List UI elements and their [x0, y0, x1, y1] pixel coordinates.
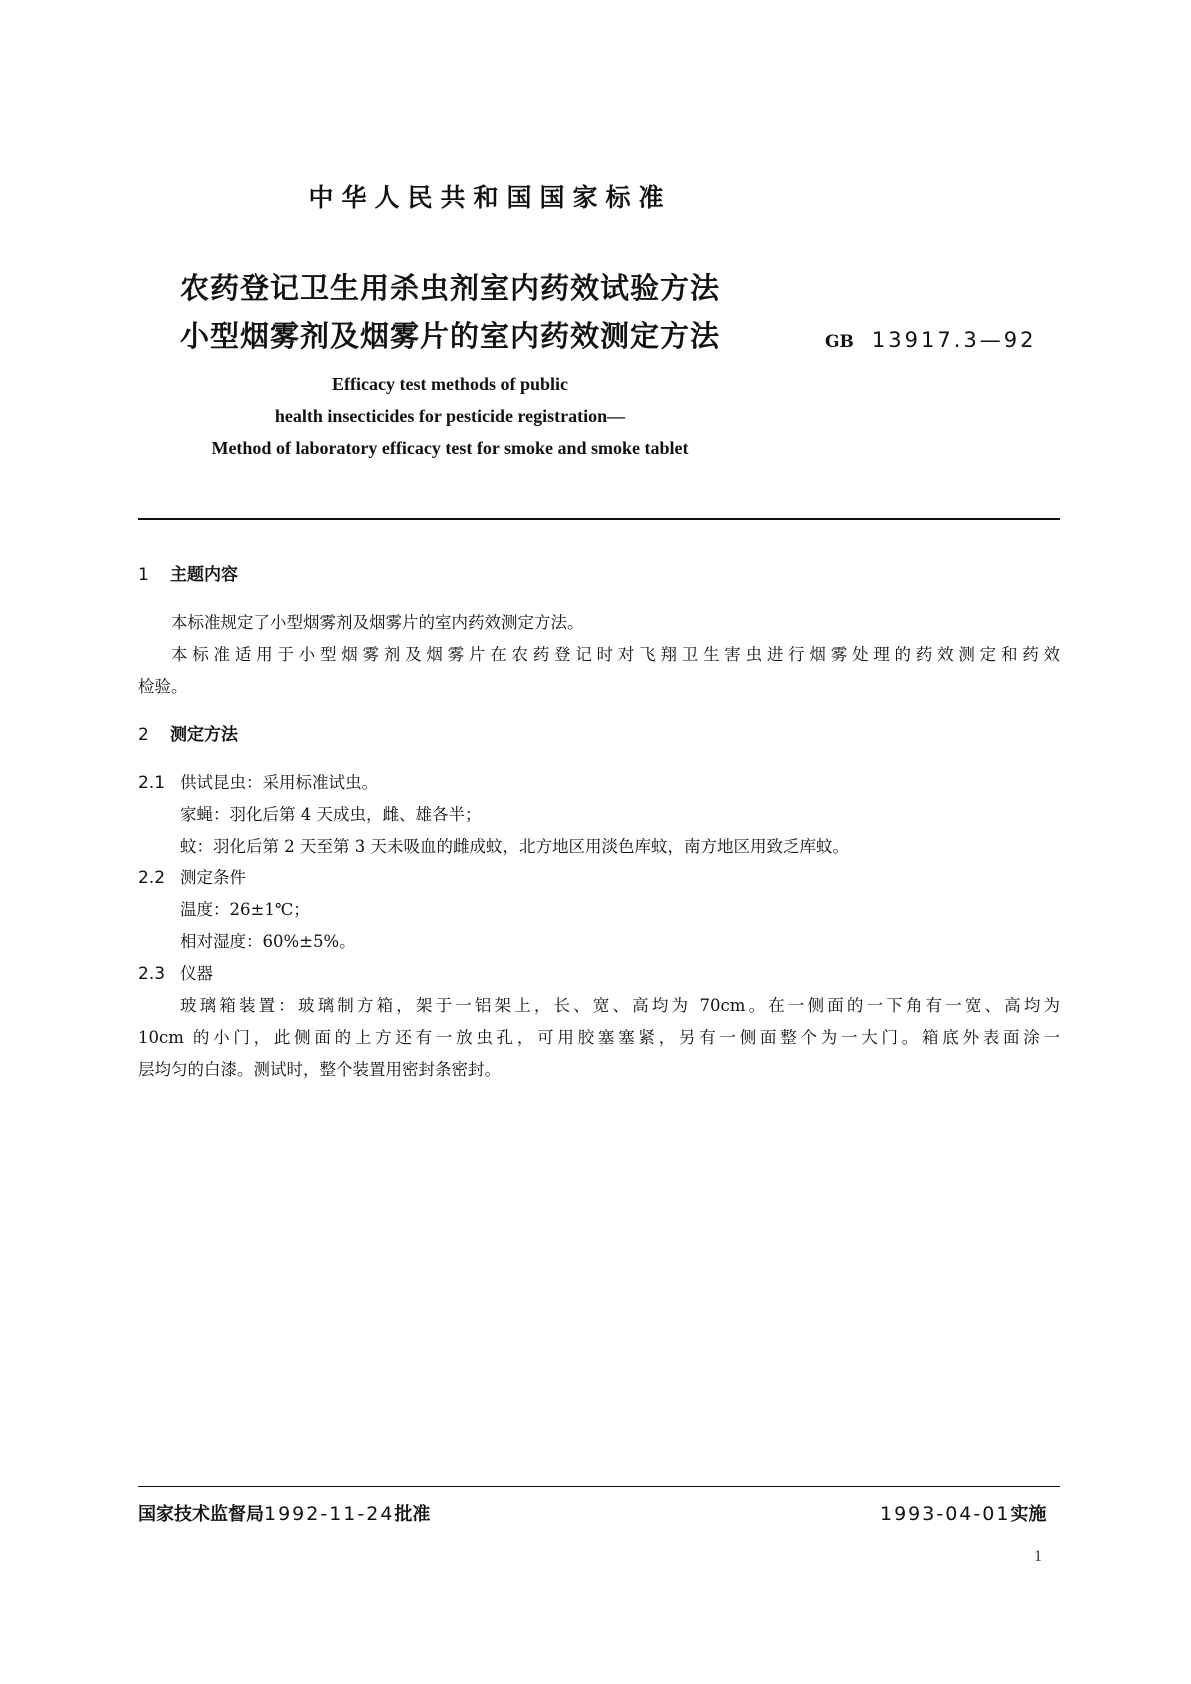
section-1-paragraph-3: 检验。 — [138, 677, 188, 696]
subsection-2-2-line-2: 相对湿度：60%±5%。 — [180, 932, 356, 951]
approval-date: 1992-11-24 — [264, 1503, 395, 1525]
approval-info — [138, 1500, 430, 1526]
subsection-2-2-number: 2.2 — [138, 868, 166, 888]
subsection-2-1-number: 2.1 — [138, 773, 166, 793]
page-number: 1 — [1034, 1548, 1042, 1565]
subsection-2-3-heading — [138, 960, 213, 984]
subsection-2-1-line-1: 家蝇：羽化后第 4 天成虫，雌、雄各半； — [180, 805, 482, 824]
subsection-2-3-line-2: 10cm 的小门，此侧面的上方还有一放虫孔，可用胶塞塞紧，另有一侧面整个为一大门。箱底外表面涂一 — [138, 1028, 1060, 1047]
standard-prefix: GB — [825, 332, 854, 352]
english-title-line-1: Efficacy test methods of public — [332, 374, 568, 394]
english-title-line-2: health insecticides for pesticide registration— — [274, 406, 626, 426]
effective-info — [880, 1500, 1046, 1526]
subsection-2-1-line-2: 蚊：羽化后第 2 天至第 3 天未吸血的雌成蚊，北方地区用淡色库蚊，南方地区用致乏库蚊。 — [180, 837, 849, 856]
subsection-2-2-heading — [138, 864, 246, 888]
subsection-2-3-number: 2.3 — [138, 964, 166, 984]
subsection-2-3-title: 仪器 — [180, 964, 213, 983]
english-title-line-3: Method of laboratory efficacy test for smoke and smoke tablet — [211, 438, 689, 458]
section-2-number: 2 — [138, 725, 149, 745]
effective-date: 1993-04-01 — [880, 1503, 1011, 1525]
section-1-paragraph-1: 本标准规定了小型烟雾剂及烟雾片的室内药效测定方法。 — [171, 613, 584, 632]
subsection-2-1-heading — [138, 769, 378, 793]
subsection-2-2-title: 测定条件 — [180, 868, 246, 887]
section-1-paragraph-2: 本标准适用于小型烟雾剂及烟雾片在农药登记时对飞翔卫生害虫进行烟雾处理的药效测定和药效 — [171, 645, 1060, 664]
section-2-title: 测定方法 — [170, 725, 238, 745]
footer-divider — [138, 1486, 1060, 1487]
section-1-title: 主题内容 — [170, 565, 238, 585]
section-2-heading — [138, 720, 238, 745]
section-1-number: 1 — [138, 565, 149, 585]
subsection-2-3-line-3: 层均匀的白漆。测试时，整个装置用密封条密封。 — [138, 1060, 501, 1079]
effective-suffix: 实施 — [1010, 1504, 1047, 1525]
approval-org: 国家技术监督局 — [138, 1504, 264, 1525]
section-1-heading — [138, 560, 238, 585]
standard-number — [825, 328, 1036, 352]
chinese-title-line-1: 农药登记卫生用杀虫剂室内药效试验方法 — [179, 271, 720, 305]
header-divider — [138, 518, 1060, 520]
chinese-title-line-2: 小型烟雾剂及烟雾片的室内药效测定方法 — [179, 319, 720, 353]
standard-code: 13917.3—92 — [871, 328, 1037, 352]
national-standard-heading: 中华人民共和国国家标准 — [308, 183, 672, 212]
subsection-2-2-line-1: 温度：26±1℃； — [180, 900, 310, 919]
approval-suffix: 批准 — [394, 1504, 431, 1525]
subsection-2-1-title: 供试昆虫：采用标准试虫。 — [180, 773, 378, 792]
subsection-2-3-line-1: 玻璃箱装置：玻璃制方箱，架于一铝架上，长、宽、高均为 70cm。在一侧面的一下角有一宽、高均为 — [180, 996, 1060, 1015]
